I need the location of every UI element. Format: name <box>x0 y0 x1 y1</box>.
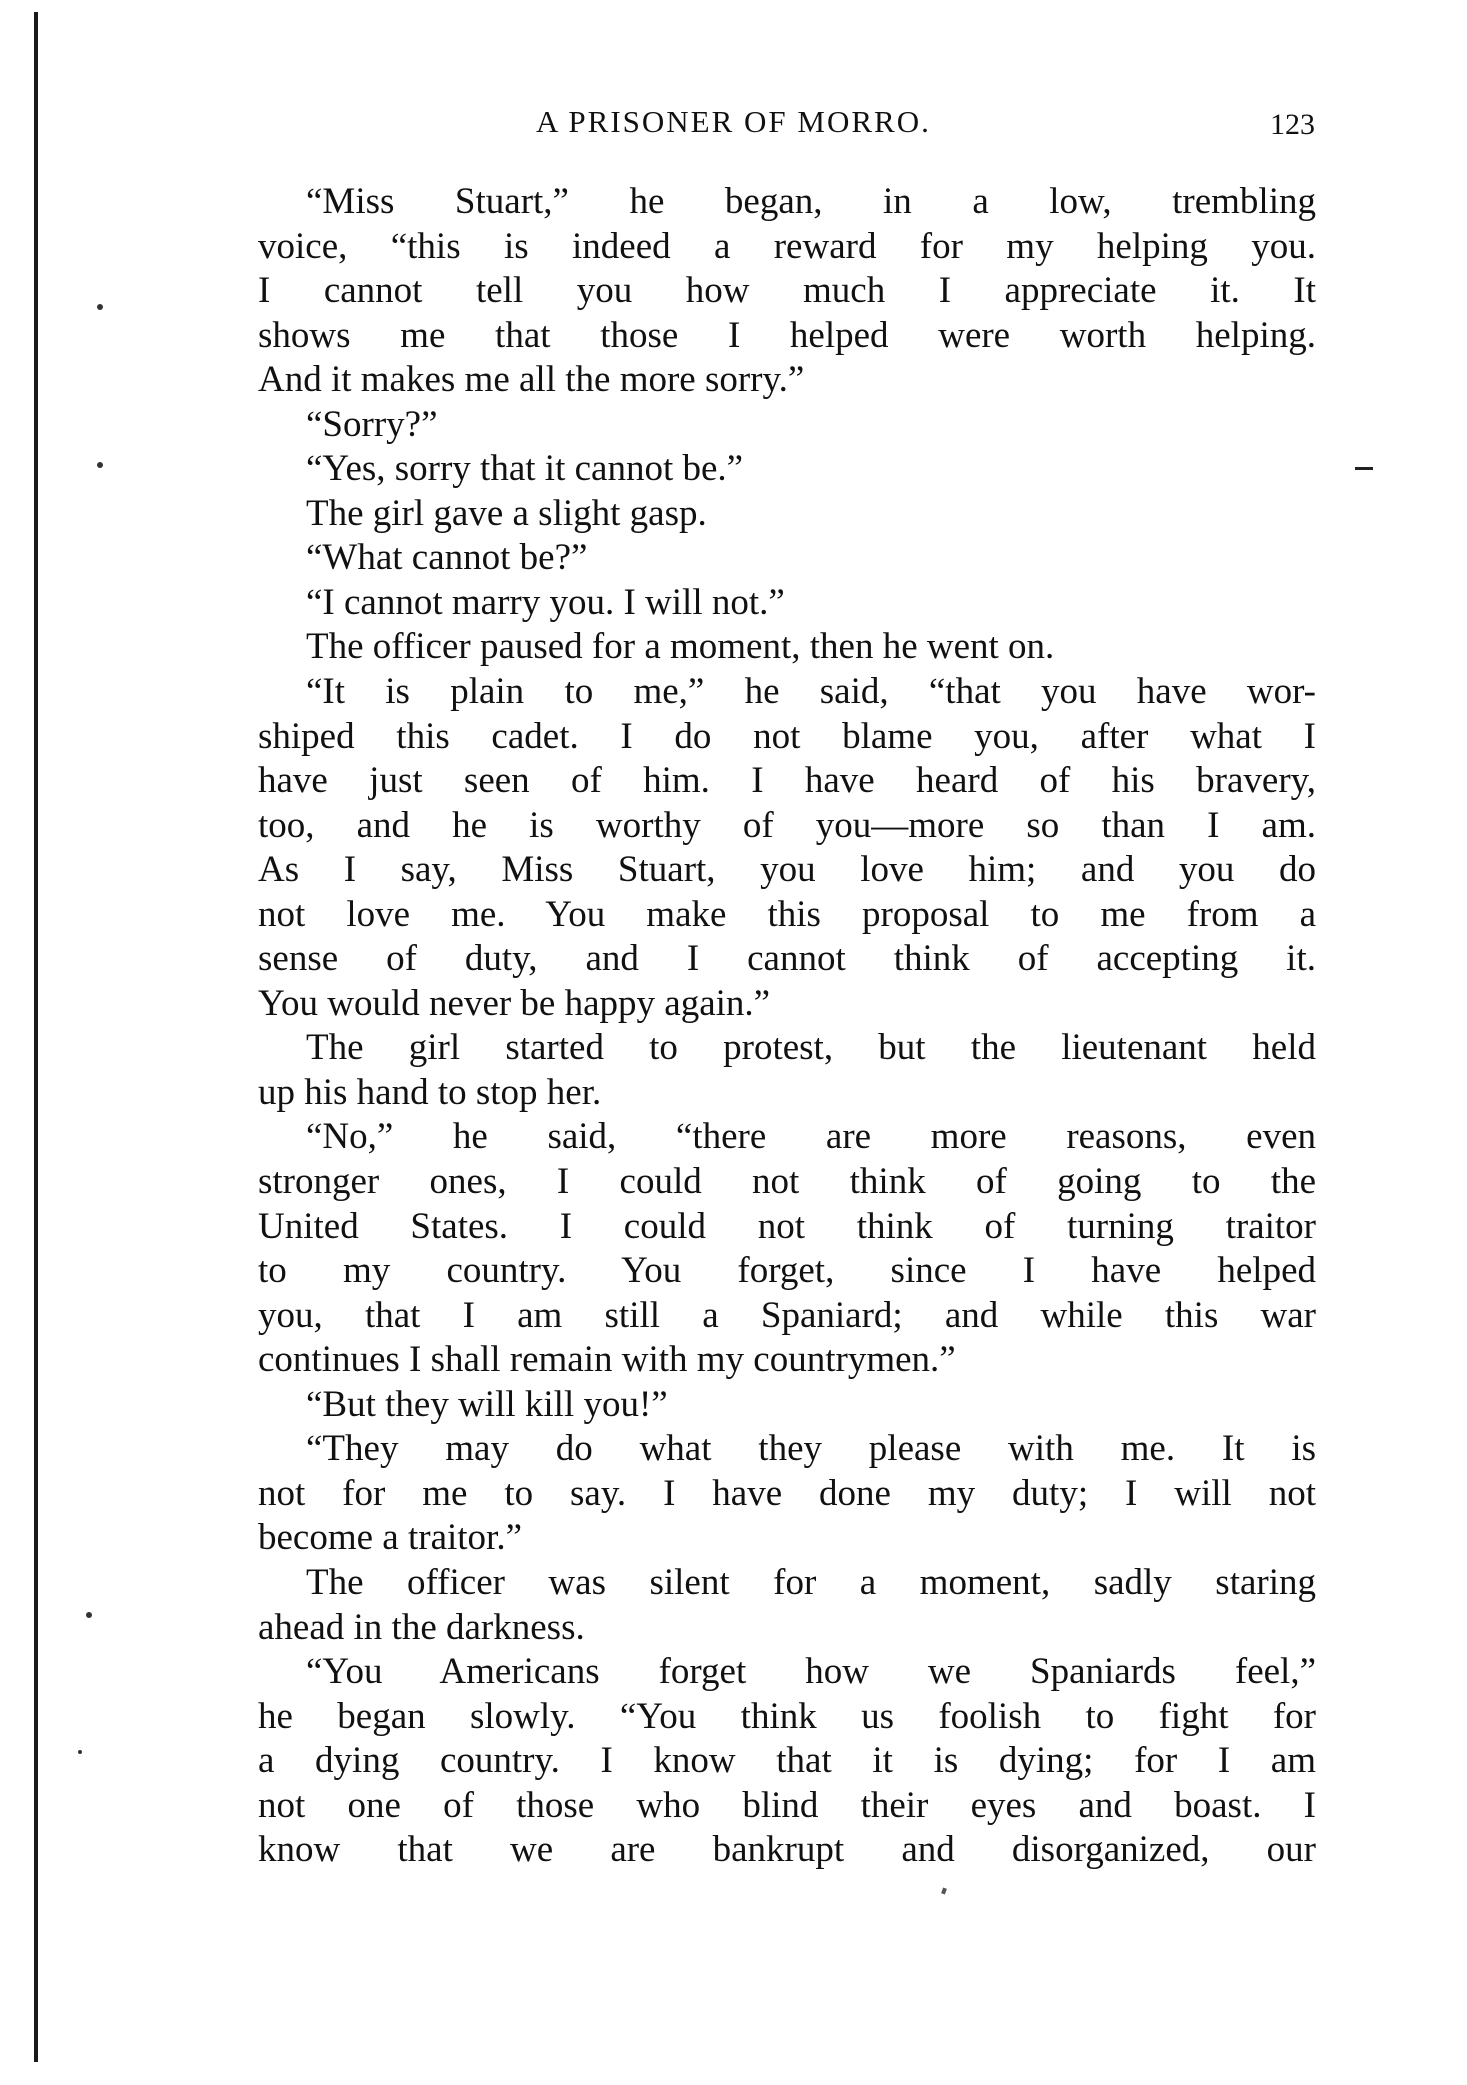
text-line: ahead in the darkness. <box>258 1606 585 1648</box>
body-text <box>258 180 1316 1873</box>
text-line: “Sorry?” <box>306 403 438 445</box>
text-line: United States. I could not think of turning traitor <box>258 1205 1316 1247</box>
text-line: “They may do what they please with me. It is <box>306 1428 1316 1470</box>
margin-mark <box>97 462 103 468</box>
text-line: not love me. You make this proposal to me from a <box>258 893 1316 935</box>
page-number: 123 <box>1270 108 1315 141</box>
text-line: stronger ones, I could not think of going to the <box>258 1161 1316 1203</box>
text-line: too, and he is worthy of you—more so than I am. <box>258 804 1316 846</box>
text-line: you, that I am still a Spaniard; and while this war <box>258 1294 1316 1336</box>
text-line: “What cannot be?” <box>306 537 588 579</box>
text-line: The girl started to protest, but the lieutenant held <box>306 1027 1316 1069</box>
text-line: “I cannot marry you. I will not.” <box>306 581 785 623</box>
text-line: “Miss Stuart,” he began, in a low, trembling <box>306 181 1316 222</box>
text-line: The girl gave a slight gasp. <box>306 492 707 534</box>
text-line: “You Americans forget how we Spaniards feel,” <box>306 1651 1316 1693</box>
text-line: “No,” he said, “there are more reasons, even <box>306 1116 1316 1158</box>
text-line: You would never be happy again.” <box>258 982 771 1024</box>
page-edge-line <box>34 12 38 2062</box>
margin-mark <box>78 1750 82 1754</box>
text-line: I cannot tell you how much I appreciate it. It <box>258 270 1316 312</box>
margin-mark <box>86 1612 92 1618</box>
text-line: continues I shall remain with my countrymen.” <box>258 1339 956 1381</box>
text-line: have just seen of him. I have heard of his bravery, <box>258 760 1316 802</box>
text-line: he began slowly. “You think us foolish to fight for <box>258 1695 1316 1737</box>
text-line: shiped this cadet. I do not blame you, after what I <box>258 715 1316 757</box>
margin-mark <box>97 304 103 310</box>
text-line: know that we are bankrupt and disorganized, our <box>258 1829 1316 1871</box>
text-line: sense of duty, and I cannot think of accepting it. <box>258 938 1316 980</box>
text-line: “Yes, sorry that it cannot be.” <box>306 448 744 490</box>
text-line: The officer paused for a moment, then he went on. <box>306 626 1055 668</box>
text-line: to my country. You forget, since I have helped <box>258 1250 1316 1292</box>
margin-dash-mark <box>1355 467 1373 470</box>
text-line: up his hand to stop her. <box>258 1071 602 1113</box>
text-line: As I say, Miss Stuart, you love him; and you do <box>258 849 1316 891</box>
text-line: “It is plain to me,” he said, “that you have wor- <box>306 671 1316 713</box>
text-line: become a traitor.” <box>258 1517 523 1559</box>
text-line: not for me to say. I have done my duty; I will not <box>258 1472 1316 1514</box>
text-line: “But they will kill you!” <box>306 1383 668 1425</box>
text-line: a dying country. I know that it is dying; for I am <box>258 1740 1316 1782</box>
text-line: And it makes me all the more sorry.” <box>258 359 805 401</box>
running-head: A PRISONER OF MORRO. <box>536 104 931 139</box>
text-line: The officer was silent for a moment, sadly staring <box>306 1561 1316 1603</box>
ink-speck <box>941 1887 947 1894</box>
text-line: shows me that those I helped were worth helping. <box>258 314 1316 356</box>
text-line: not one of those who blind their eyes and boast. I <box>258 1784 1316 1826</box>
text-line: voice, “this is indeed a reward for my helping you. <box>258 225 1316 267</box>
